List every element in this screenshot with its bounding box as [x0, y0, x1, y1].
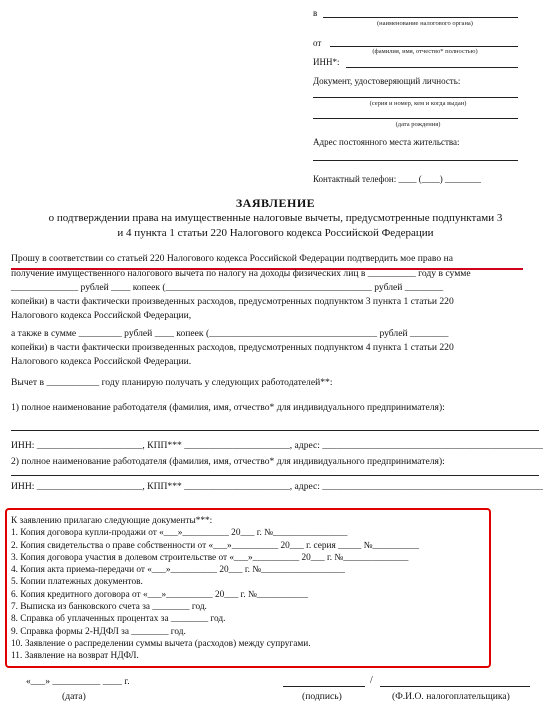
footer-date-caption: (дата) [62, 691, 86, 702]
also-line-3: Налогового кодекса Российской Федерации. [11, 356, 192, 367]
also-line-2: копейки) в части фактически произведенных расходов, предусмотренных подпунктом 4 пункта 1 статьи 220 [11, 342, 454, 353]
fio-sign-line [380, 686, 530, 687]
to-prefix: в [313, 8, 318, 18]
inn-label: ИНН*: [313, 57, 340, 67]
footer-date-line: «___» __________ ____ г. [26, 676, 130, 687]
employer-2-name-label: 2) полное наименование работодателя (фамилия, имя, отчество* для индивидуального предпринимателя): [11, 456, 445, 467]
document-item: 4. Копия акта приема-передачи от «___»__________ 20___ г. №__________________ [11, 565, 345, 576]
phone-label: Контактный телефон: ____ (____) ________ [313, 174, 481, 184]
document-item: 8. Справка об уплаченных процентах за ________ год. [11, 614, 226, 625]
document-title: ЗАЯВЛЕНИЕ [235, 196, 316, 210]
footer-slash: / [370, 675, 373, 686]
birth-caption: (дата рождения) [395, 121, 441, 128]
tax-organ-line [323, 17, 518, 18]
document-item: 7. Выписка из банковского счета за ________ год. [11, 602, 207, 613]
inn-line [346, 67, 518, 68]
fio-line [330, 46, 518, 47]
address-line-1 [313, 160, 518, 161]
documents-intro: К заявлению прилагаю следующие документы***: [11, 516, 213, 526]
document-item: 11. Заявление на возврат НДФЛ. [11, 651, 139, 662]
employers-intro: Вычет в ___________ году планирую получать у следующих работодателей**: [11, 377, 333, 388]
request-line-1: Прошу в соответствии со статьей 220 Налогового кодекса Российской Федерации подтвердить мое право на [11, 253, 453, 264]
employer-1-name-label: 1) полное наименование работодателя (фамилия, имя, отчество* для индивидуального предпринимателя): [11, 402, 445, 413]
signature-line [283, 686, 365, 687]
employer-1-ids: ИНН: ______________________, КПП*** ______________________, адрес: ______________________________________________ [11, 440, 543, 451]
also-line-1: а также в сумме _________ рублей ____ копеек (___________________________________ рублей ________ [11, 328, 449, 339]
document-item: 6. Копия кредитного договора от «___»__________ 20___ г. №___________ [11, 589, 308, 600]
employer-2-name-line [11, 475, 539, 476]
attached-documents-list [11, 515, 419, 663]
request-line-3: ______________ рублей ____ копеек (___________________________________________ рублей ________ [11, 282, 444, 293]
footer-fio-caption: (Ф.И.О. налогоплательщика) [392, 691, 510, 702]
id-doc-label: Документ, удостоверяющий личность: [313, 76, 461, 86]
document-item: 5. Копии платежных документов. [11, 577, 143, 588]
document-subtitle-line-1: о подтверждении права на имущественные налоговые вычеты, предусмотренные подпунктами 3 [48, 212, 503, 224]
employer-2-ids: ИНН: ______________________, КПП*** ______________________, адрес: ______________________________________________ [11, 481, 543, 492]
document-item: 10. Заявление о распределении суммы вычета (расходов) между супругами. [11, 638, 311, 649]
document-subtitle-line-2: и 4 пункта 1 статьи 220 Налогового кодекса Российской Федерации [117, 227, 434, 239]
birth-line [313, 118, 518, 119]
document-item: 3. Копия договора участия в долевом строительстве от «___»__________ 20___ г. №______________ [11, 552, 409, 563]
footer-sign-caption: (подпись) [302, 691, 342, 702]
from-prefix: от [313, 38, 322, 48]
document-item: 2. Копия свидетельства о праве собственности от «___»__________ 20___ г. серия _____ №__________ [11, 540, 419, 551]
address-label: Адрес постоянного места жительства: [313, 137, 460, 147]
document-item: 9. Справка формы 2-НДФЛ за ________ год. [11, 626, 186, 637]
id-doc-caption: (серия и номер, кем и когда выдан) [369, 100, 467, 107]
document-item: 1. Копия договора купли-продажи от «___»__________ 20___ г. №________________ [11, 528, 348, 539]
request-line-5: Налогового кодекса Российской Федерации, [11, 310, 192, 321]
request-line-2: получение имущественного налогового вычета по налогу на доходы физических лиц в __________ году в сумме [11, 268, 471, 279]
tax-organ-caption: (наименование налогового органа) [377, 20, 473, 27]
id-doc-line [313, 97, 518, 98]
employer-1-name-line [11, 430, 539, 431]
fio-caption: (фамилия, имя, отчество* полностью) [372, 48, 478, 55]
request-line-4: копейки) в части фактически произведенных расходов, предусмотренных подпунктом 3 пункта 1 статьи 220 [11, 296, 454, 307]
